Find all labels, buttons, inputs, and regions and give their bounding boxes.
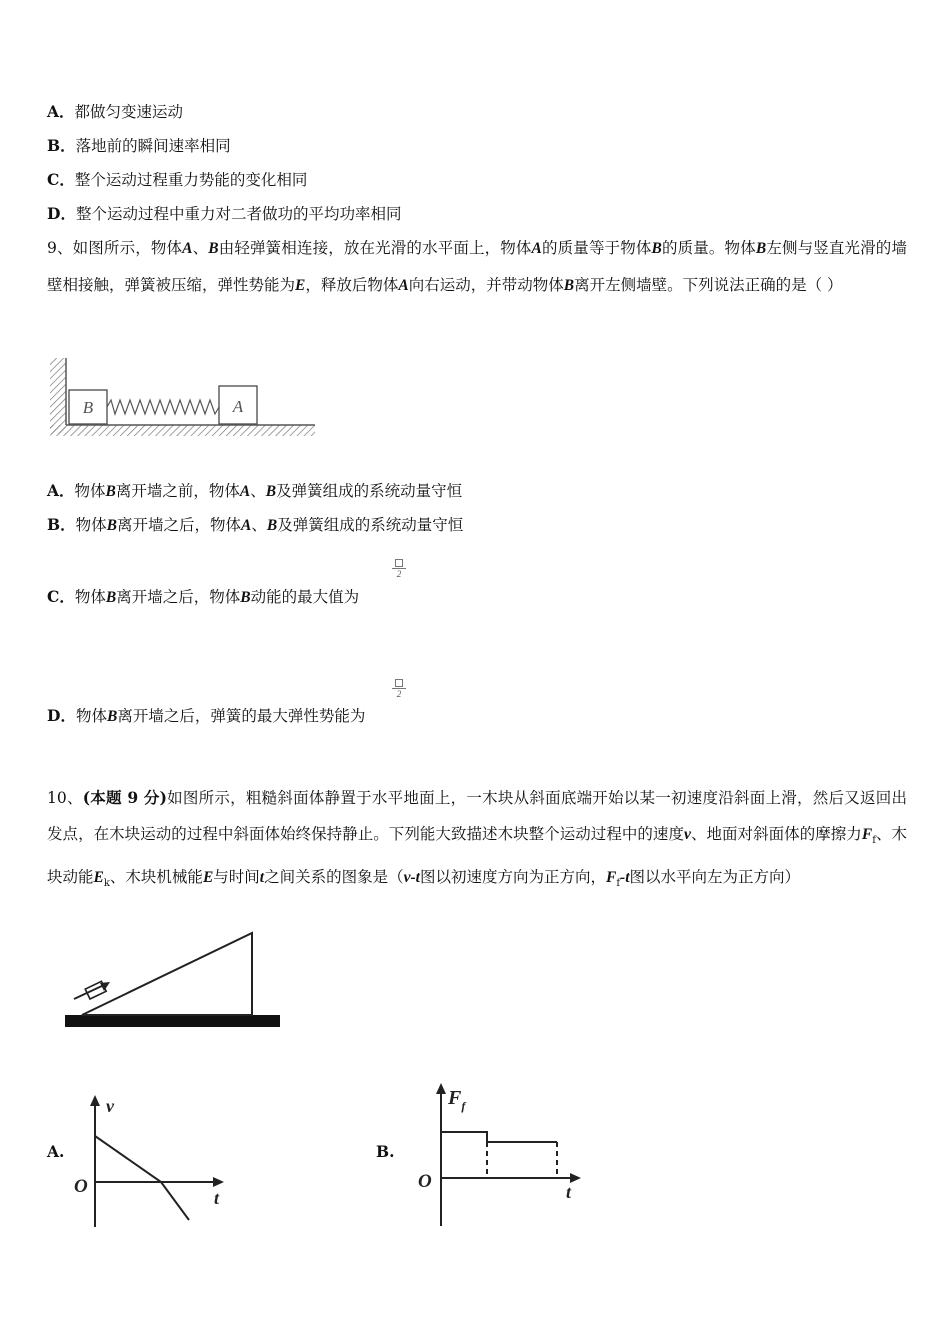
block-a-label: A: [232, 397, 244, 416]
wall-hatch: [50, 358, 66, 434]
x-axis-arrow: [213, 1177, 224, 1187]
fraction-placeholder-icon: [395, 679, 403, 687]
q9-option-a: A．物体B离开墙之前，物体A、B及弹簧组成的系统动量守恒: [47, 481, 463, 500]
q8-option-b: B．落地前的瞬间速率相同: [47, 136, 231, 155]
q9-option-d: D．物体B离开墙之后，弹簧的最大弹性势能为: [47, 706, 366, 725]
q8-option-c: C．整个运动过程重力势能的变化相同: [47, 170, 308, 189]
spring: [107, 400, 219, 414]
q9-option-b: B．物体B离开墙之后，物体A、B及弹簧组成的系统动量守恒: [47, 515, 464, 534]
q9-option-c-fraction: 2: [392, 559, 406, 580]
fraction-placeholder-icon: [395, 559, 403, 567]
y-axis-arrow: [90, 1095, 100, 1106]
origin-label: O: [74, 1176, 88, 1197]
q10-option-a-label: A.: [47, 1142, 65, 1161]
q8-option-d: D．整个运动过程中重力对二者做功的平均功率相同: [47, 204, 402, 223]
x-axis-label: t: [566, 1182, 572, 1202]
q9-option-c: C．物体B离开墙之后，物体B动能的最大值为: [47, 587, 360, 606]
q10-graph-b: [410, 1080, 590, 1230]
floor-hatch: [50, 425, 315, 436]
q10-stem: 10、(本题 9 分)如图所示，粗糙斜面体静置于水平地面上，一木块从斜面底端开始以某一初速度沿斜面上滑，然后又返回出发点，在木块运动的过程中斜面体始终保持静止。下列能大致描述木块整个运动过程中的速度v、地面对斜面体的摩擦力$F_f$、木块动能$E_k$、木块机械能E与时间t之间关系的图象是（v-t图以初速度方向为正方向，$F_f-t$图以水平向左为正方向）: [47, 788, 907, 890]
q9-spring-figure: [45, 355, 317, 440]
x-axis-label: t: [214, 1188, 220, 1208]
x-axis-arrow: [570, 1173, 581, 1183]
q8-option-a: A．都做匀变速运动: [47, 102, 184, 121]
ground: [65, 1015, 280, 1027]
friction-step-curve: [441, 1132, 557, 1142]
origin-label: O: [418, 1171, 432, 1192]
y-axis-label: $F_f$: [448, 1087, 466, 1113]
y-axis-arrow: [436, 1083, 446, 1094]
velocity-curve: [95, 1136, 189, 1220]
y-axis-label: v: [106, 1096, 114, 1116]
incline: [82, 933, 252, 1015]
q9-stem: 9、如图所示，物体A、B由轻弹簧相连接，放在光滑的水平面上，物体A的质量等于物体B的质量。物体B左侧与竖直光滑的墙壁相接触，弹簧被压缩，弹性势能为E，释放后物体A向右运动，并带动物体B离开左侧墙壁。下列说法正确的是（ ）: [47, 239, 907, 294]
q10-graph-a: [68, 1092, 238, 1232]
q10-incline-figure: [60, 925, 285, 1037]
block-b-label: B: [82, 398, 94, 417]
q9-option-d-fraction: 2: [392, 679, 406, 700]
q10-option-b-label: B.: [376, 1142, 395, 1161]
